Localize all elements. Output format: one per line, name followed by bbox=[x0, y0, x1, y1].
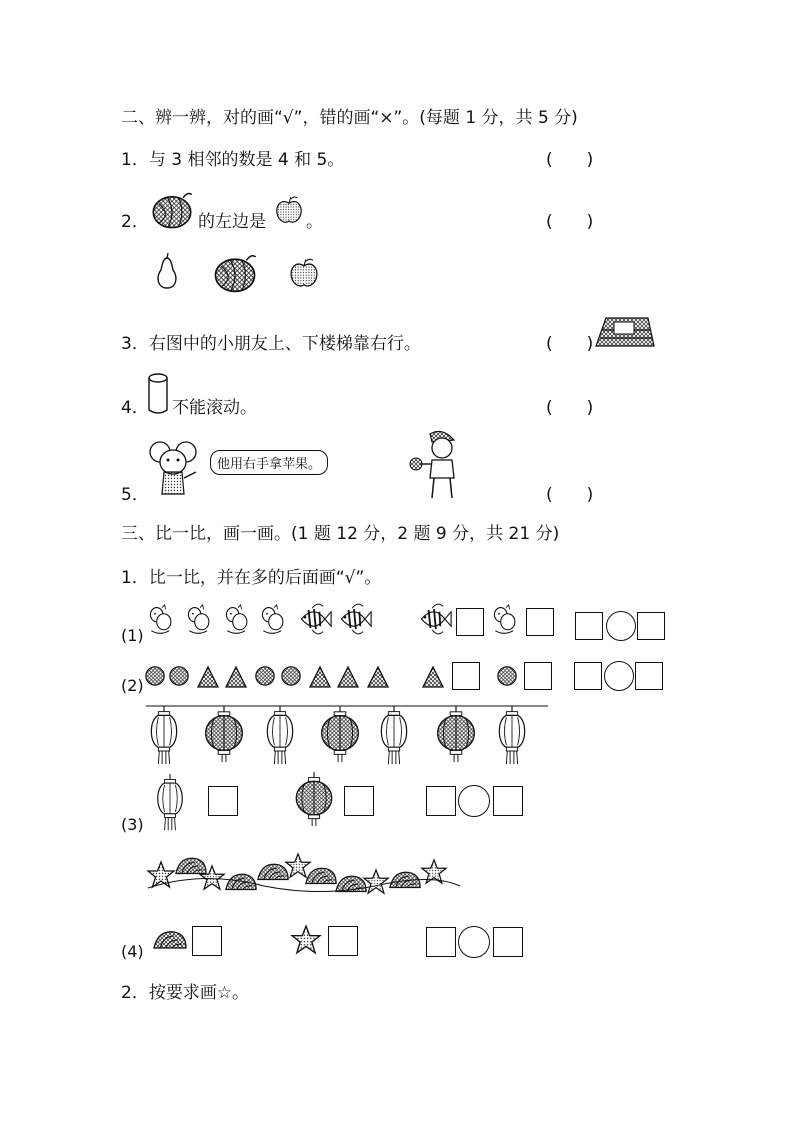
triangle-icon bbox=[196, 665, 220, 689]
answer-parentheses-5[interactable]: ( ) bbox=[546, 485, 594, 505]
row-label-3: (3) bbox=[121, 815, 144, 834]
ball-icon bbox=[144, 665, 166, 687]
watermelon-icon bbox=[212, 250, 258, 296]
triangle-icon bbox=[421, 665, 445, 689]
question-2-text: 的左边是 bbox=[198, 212, 266, 232]
section-2-title: 二、辨一辨，对的画“√”，错的画“×”。(每题 1 分，共 5 分) bbox=[121, 108, 578, 128]
compare-box-left[interactable] bbox=[575, 612, 603, 640]
fish-icon bbox=[336, 600, 372, 638]
boy-character-icon bbox=[404, 428, 466, 502]
answer-box[interactable] bbox=[208, 786, 238, 816]
ball-icon bbox=[254, 665, 276, 687]
pear-icon bbox=[152, 252, 182, 292]
compare-box-right[interactable] bbox=[493, 927, 523, 957]
staircase-icon bbox=[592, 312, 656, 350]
section-3-question-2: 2．按要求画☆。 bbox=[121, 983, 250, 1003]
squirrel-icon bbox=[488, 604, 524, 636]
lantern-round-icon bbox=[202, 706, 246, 764]
apple-icon bbox=[286, 255, 322, 291]
question-4-text: 不能滚动。 bbox=[172, 398, 257, 418]
row-label-1: (1) bbox=[121, 626, 144, 645]
lantern-tall-icon bbox=[376, 706, 412, 766]
speech-bubble: 他用右手拿苹果。 bbox=[210, 450, 328, 475]
question-3: 3．右图中的小朋友上、下楼梯靠右行。 bbox=[121, 334, 421, 354]
lantern-round-icon bbox=[318, 706, 362, 764]
answer-parentheses-2[interactable]: ( ) bbox=[546, 212, 594, 232]
question-1: 1．与 3 相邻的数是 4 和 5。 bbox=[121, 150, 345, 170]
question-2-end: 。 bbox=[306, 212, 323, 232]
answer-box[interactable] bbox=[328, 926, 358, 956]
lantern-round-icon bbox=[290, 772, 338, 828]
section-3-title: 三、比一比，画一画。(1 题 12 分，2 题 9 分，共 21 分) bbox=[121, 524, 560, 544]
answer-box[interactable] bbox=[524, 662, 552, 690]
lantern-tall-icon bbox=[152, 774, 188, 832]
compare-box-left[interactable] bbox=[574, 662, 602, 690]
fish-icon bbox=[296, 600, 332, 638]
answer-box[interactable] bbox=[344, 786, 374, 816]
answer-parentheses-1[interactable]: ( ) bbox=[546, 150, 594, 170]
squirrel-icon bbox=[182, 604, 218, 636]
triangle-icon bbox=[224, 665, 248, 689]
compare-circle[interactable] bbox=[458, 785, 490, 817]
answer-parentheses-4[interactable]: ( ) bbox=[546, 398, 594, 418]
compare-box-right[interactable] bbox=[493, 786, 523, 816]
starfish-icon bbox=[290, 924, 322, 956]
compare-box-left[interactable] bbox=[426, 927, 456, 957]
shell-icon bbox=[152, 928, 188, 952]
lantern-round-icon bbox=[434, 706, 478, 764]
lantern-tall-icon bbox=[262, 706, 298, 766]
squirrel-icon bbox=[144, 604, 180, 636]
shell-star-strip bbox=[144, 850, 464, 900]
ball-icon bbox=[496, 665, 518, 687]
compare-circle[interactable] bbox=[606, 611, 636, 641]
compare-circle[interactable] bbox=[458, 926, 490, 958]
row-label-4: (4) bbox=[121, 942, 144, 961]
question-2-number: 2． bbox=[121, 212, 149, 232]
answer-box[interactable] bbox=[456, 608, 484, 636]
compare-box-right[interactable] bbox=[635, 662, 663, 690]
lantern-tall-icon bbox=[146, 706, 182, 766]
question-5: 5． bbox=[121, 485, 149, 505]
answer-box[interactable] bbox=[452, 662, 480, 690]
fish-icon bbox=[416, 600, 452, 638]
compare-circle[interactable] bbox=[604, 661, 634, 691]
squirrel-icon bbox=[220, 604, 256, 636]
squirrel-icon bbox=[256, 604, 292, 636]
question-4-number: 4． bbox=[121, 398, 149, 418]
triangle-icon bbox=[366, 665, 390, 689]
answer-parentheses-3[interactable]: ( ) bbox=[546, 334, 594, 354]
watermelon-icon bbox=[150, 188, 194, 232]
apple-icon bbox=[272, 193, 306, 227]
section-3-question-1: 1．比一比，并在多的后面画“√”。 bbox=[121, 568, 382, 588]
triangle-icon bbox=[336, 665, 360, 689]
ball-icon bbox=[168, 665, 190, 687]
row-label-2: (2) bbox=[121, 676, 144, 695]
compare-box-right[interactable] bbox=[637, 612, 665, 640]
answer-box[interactable] bbox=[192, 926, 222, 956]
cylinder-icon bbox=[146, 372, 170, 416]
triangle-icon bbox=[308, 665, 332, 689]
compare-box-left[interactable] bbox=[426, 786, 456, 816]
ball-icon bbox=[280, 665, 302, 687]
lantern-tall-icon bbox=[494, 706, 530, 766]
answer-box[interactable] bbox=[526, 608, 554, 636]
mouse-character-icon bbox=[146, 438, 204, 500]
